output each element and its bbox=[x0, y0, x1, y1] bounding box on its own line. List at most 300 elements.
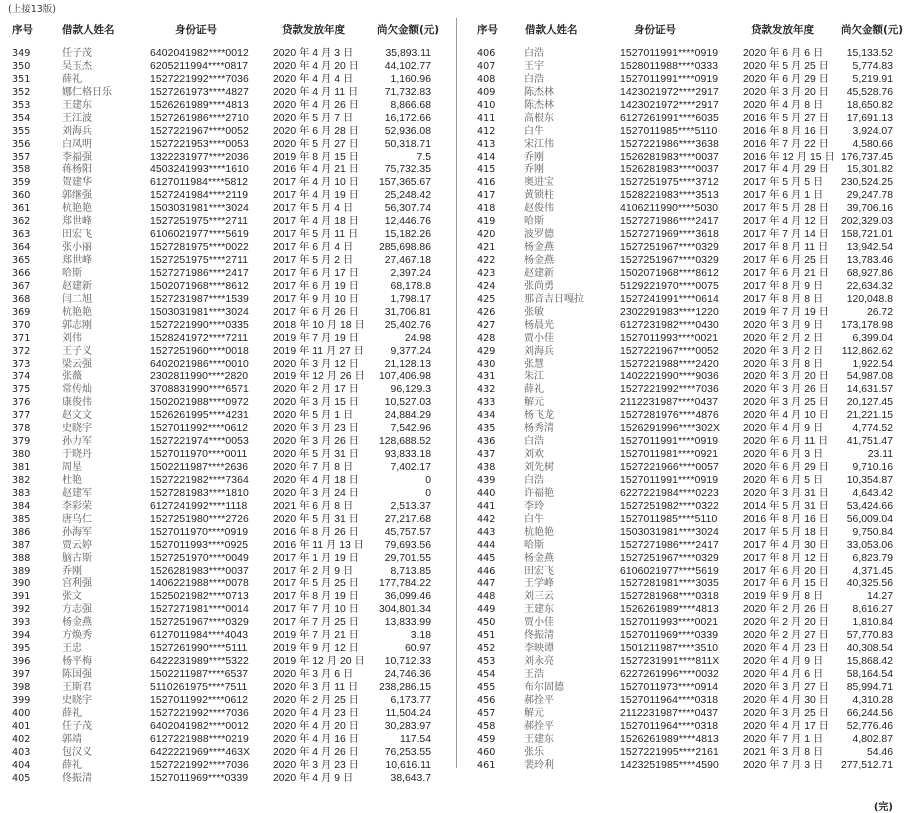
cell-name: 乔刚 bbox=[524, 151, 544, 163]
cell-amount: 15,133.52 bbox=[846, 48, 893, 59]
cell-date: 2017 年 4 月 12 日 bbox=[743, 216, 830, 228]
cell-id: 1527011969****0339 bbox=[150, 772, 249, 784]
cell-date: 2019 年 7 月 21 日 bbox=[273, 630, 360, 642]
cell-no: 357 bbox=[12, 151, 31, 163]
cell-id: 1527221953****0053 bbox=[150, 138, 249, 150]
table-row bbox=[458, 721, 919, 734]
cell-no: 375 bbox=[12, 384, 31, 396]
cell-name: 杨金燕 bbox=[524, 242, 554, 254]
cell-amount: 3,924.07 bbox=[852, 125, 893, 137]
cell-amount: 9,377.24 bbox=[390, 345, 431, 357]
cell-date: 2017 年 6 月 26 日 bbox=[273, 306, 360, 318]
cell-amount: 7.5 bbox=[416, 151, 431, 163]
cell-date: 2017 年 6 月 15 日 bbox=[743, 578, 830, 590]
cell-date: 2019 年 12 月 26 日 bbox=[273, 371, 365, 383]
cell-name: 佟振清 bbox=[524, 630, 554, 642]
table-row bbox=[458, 203, 919, 216]
cell-date: 2020 年 4 月 11 日 bbox=[273, 86, 359, 98]
cell-id: 6106021977****5619 bbox=[150, 229, 249, 241]
cell-no: 376 bbox=[12, 397, 31, 409]
cell-name: 李福强 bbox=[62, 151, 92, 163]
header-amount: 尚欠金额(元) bbox=[841, 24, 904, 36]
cell-no: 444 bbox=[477, 539, 496, 551]
cell-name: 张乐 bbox=[524, 746, 544, 758]
cell-id: 1527011985****5110 bbox=[620, 125, 718, 137]
table-row bbox=[458, 708, 919, 721]
cell-id: 1527011991****0919 bbox=[620, 436, 719, 448]
cell-id: 1527271969****3618 bbox=[620, 229, 719, 241]
table-row bbox=[458, 177, 919, 190]
table-row bbox=[0, 747, 455, 760]
cell-no: 424 bbox=[477, 280, 496, 292]
cell-no: 419 bbox=[477, 216, 496, 228]
cell-no: 439 bbox=[477, 474, 496, 486]
cell-id: 6422231989****5322 bbox=[150, 656, 249, 668]
cell-no: 401 bbox=[12, 720, 31, 732]
cell-name: 刘欢 bbox=[524, 449, 544, 461]
table-row bbox=[0, 113, 455, 126]
cell-name: 李映谭 bbox=[524, 643, 554, 655]
cell-no: 410 bbox=[477, 99, 496, 111]
cell-id: 1527011964****0318 bbox=[620, 694, 719, 706]
cell-amount: 68,927.86 bbox=[846, 267, 893, 279]
cell-name: 张慧 bbox=[524, 358, 544, 370]
cell-name: 任子茂 bbox=[62, 720, 92, 732]
cell-no: 392 bbox=[12, 604, 31, 616]
cell-no: 379 bbox=[12, 436, 31, 448]
cell-date: 2017 年 4 月 10 日 bbox=[273, 177, 360, 189]
cell-date: 2020 年 5 月 7 日 bbox=[273, 112, 354, 124]
cell-date: 2020 年 3 月 8 日 bbox=[743, 358, 824, 370]
cell-date: 2020 年 5 月 27 日 bbox=[273, 138, 360, 150]
cell-date: 2017 年 7 月 25 日 bbox=[273, 617, 360, 629]
table-row bbox=[0, 682, 455, 695]
cell-name: 解元 bbox=[524, 397, 544, 409]
cell-name: 闫二旭 bbox=[62, 293, 92, 305]
cell-name: 王忠 bbox=[62, 643, 82, 655]
cell-id: 6127261991****6035 bbox=[620, 112, 719, 124]
cell-name: 刘海兵 bbox=[62, 125, 92, 137]
cell-id: 1525021982****0713 bbox=[150, 591, 249, 603]
cell-id: 1528241972****7211 bbox=[150, 332, 249, 344]
cell-no: 433 bbox=[477, 397, 496, 409]
cell-no: 437 bbox=[477, 449, 496, 461]
table-row bbox=[458, 617, 919, 630]
cell-date: 2020 年 7 月 8 日 bbox=[273, 462, 354, 473]
cell-amount: 54.46 bbox=[866, 746, 893, 758]
cell-name: 佟振清 bbox=[62, 772, 92, 784]
table-row bbox=[458, 113, 919, 126]
cell-name: 贾云婷 bbox=[62, 539, 92, 551]
cell-amount: 1,798.17 bbox=[390, 293, 431, 305]
cell-id: 1501211987****3510 bbox=[620, 643, 719, 655]
cell-no: 371 bbox=[12, 332, 31, 344]
table-row bbox=[0, 553, 455, 566]
cell-no: 390 bbox=[12, 578, 31, 590]
cell-no: 378 bbox=[12, 423, 31, 435]
cell-id: 6127011984****4043 bbox=[150, 630, 249, 642]
cell-name: 薛礼 bbox=[524, 384, 544, 396]
cell-id: 1526261989****4813 bbox=[620, 604, 719, 616]
cell-no: 431 bbox=[477, 371, 496, 383]
cell-amount: 21,221.15 bbox=[846, 410, 893, 422]
cell-date: 2020 年 3 月 24 日 bbox=[273, 487, 360, 499]
cell-no: 427 bbox=[477, 319, 496, 331]
cell-date: 2016 年 8 月 16 日 bbox=[743, 513, 830, 525]
cell-no: 415 bbox=[477, 164, 496, 176]
cell-date: 2017 年 6 月 19 日 bbox=[273, 280, 360, 292]
cell-no: 414 bbox=[477, 151, 496, 163]
cell-name: 任子茂 bbox=[62, 48, 92, 59]
cell-no: 372 bbox=[12, 345, 31, 357]
cell-name: 那音吉日嘎拉 bbox=[524, 293, 584, 305]
cell-id: 1527011973****0914 bbox=[620, 681, 719, 693]
cell-no: 429 bbox=[477, 345, 496, 357]
cell-amount: 10,354.87 bbox=[846, 474, 893, 486]
table-row bbox=[458, 87, 919, 100]
cell-no: 454 bbox=[477, 669, 496, 680]
cell-amount: 238,286.15 bbox=[378, 681, 431, 693]
cell-amount: 25,402.76 bbox=[384, 319, 431, 331]
cell-date: 2020 年 6 月 3 日 bbox=[743, 449, 824, 461]
cell-date: 2017 年 5 月 18 日 bbox=[743, 526, 830, 538]
cell-no: 377 bbox=[12, 410, 31, 422]
cell-id: 1527281968****0318 bbox=[620, 591, 719, 603]
cell-id: 1527251980****2726 bbox=[150, 513, 249, 525]
table-row bbox=[0, 346, 455, 359]
cell-no: 404 bbox=[12, 759, 31, 771]
table-row bbox=[0, 475, 455, 488]
cell-name: 哈斯 bbox=[524, 216, 544, 228]
cell-name: 奥进宝 bbox=[524, 177, 554, 189]
cell-id: 6422221969****463X bbox=[150, 746, 251, 758]
cell-no: 457 bbox=[477, 707, 496, 719]
cell-id: 1527241984****2119 bbox=[150, 190, 249, 202]
cell-id: 6127011984****5812 bbox=[150, 177, 249, 189]
cell-date: 2020 年 6 月 28 日 bbox=[273, 125, 360, 137]
cell-date: 2017 年 4 月 19 日 bbox=[273, 190, 360, 202]
cell-id: 2112231987****0437 bbox=[620, 707, 719, 719]
cell-amount: 4,580.66 bbox=[852, 138, 893, 150]
cell-id: 1502071968****8612 bbox=[150, 280, 249, 292]
cell-no: 374 bbox=[12, 371, 31, 383]
cell-name: 郝拴平 bbox=[524, 720, 554, 732]
table-row bbox=[458, 527, 919, 540]
table-row bbox=[458, 255, 919, 268]
cell-date: 2020 年 4 月 10 日 bbox=[743, 410, 830, 422]
cell-no: 393 bbox=[12, 617, 31, 629]
cell-amount: 13,833.99 bbox=[384, 617, 431, 629]
cell-amount: 230,524.25 bbox=[840, 177, 893, 189]
cell-id: 1526261989****4813 bbox=[150, 99, 249, 111]
cell-name: 李玲 bbox=[524, 500, 544, 512]
continuation-note: (上接13版) bbox=[8, 4, 57, 15]
cell-amount: 20,127.45 bbox=[846, 397, 893, 409]
cell-id: 1423251985****4590 bbox=[620, 759, 719, 771]
cell-amount: 35,893.11 bbox=[385, 48, 431, 59]
cell-date: 2020 年 4 月 4 日 bbox=[273, 73, 354, 85]
cell-id: 1527011993****0021 bbox=[620, 332, 719, 344]
table-row bbox=[458, 630, 919, 643]
cell-date: 2016 年 5 月 27 日 bbox=[743, 112, 830, 124]
table-row bbox=[0, 643, 455, 656]
cell-no: 361 bbox=[12, 203, 31, 215]
cell-amount: 128,688.52 bbox=[378, 436, 431, 448]
cell-date: 2017 年 5 月 25 日 bbox=[273, 578, 360, 590]
cell-date: 2021 年 6 月 8 日 bbox=[273, 500, 354, 512]
cell-date: 2020 年 6 月 5 日 bbox=[743, 474, 824, 486]
cell-amount: 45,528.76 bbox=[846, 86, 893, 98]
cell-no: 369 bbox=[12, 306, 31, 318]
cell-date: 2020 年 3 月 25 日 bbox=[743, 707, 830, 719]
cell-no: 398 bbox=[12, 681, 31, 693]
cell-date: 2020 年 3 月 25 日 bbox=[743, 397, 830, 409]
cell-name: 波罗德 bbox=[524, 229, 554, 241]
column-divider bbox=[456, 18, 457, 768]
cell-date: 2020 年 4 月 26 日 bbox=[273, 746, 360, 758]
cell-amount: 15,182.26 bbox=[384, 229, 431, 241]
table-row bbox=[0, 760, 455, 773]
cell-amount: 50,318.71 bbox=[384, 138, 431, 150]
table-row bbox=[0, 604, 455, 617]
cell-no: 396 bbox=[12, 656, 31, 668]
cell-no: 411 bbox=[477, 112, 496, 124]
cell-name: 史晓宇 bbox=[62, 694, 92, 706]
cell-no: 456 bbox=[477, 694, 496, 706]
table-row bbox=[0, 527, 455, 540]
cell-name: 王江波 bbox=[62, 112, 92, 124]
cell-date: 2020 年 6 月 29 日 bbox=[743, 73, 830, 85]
cell-date: 2020 年 5 月 25 日 bbox=[743, 60, 830, 72]
cell-id: 1527251960****0018 bbox=[150, 345, 249, 357]
cell-date: 2017 年 8 月 11 日 bbox=[743, 242, 829, 254]
cell-id: 1527251967****0329 bbox=[620, 242, 719, 254]
cell-name: 布尔固德 bbox=[524, 681, 564, 693]
cell-no: 362 bbox=[12, 216, 31, 228]
cell-date: 2016 年 8 月 26 日 bbox=[273, 526, 360, 538]
cell-amount: 5,219.91 bbox=[852, 73, 893, 85]
cell-amount: 8,866.68 bbox=[390, 99, 431, 111]
table-row bbox=[458, 734, 919, 747]
cell-amount: 52,936.08 bbox=[384, 125, 431, 137]
table-row bbox=[458, 164, 919, 177]
cell-name: 刘伟 bbox=[62, 332, 82, 344]
cell-no: 373 bbox=[12, 358, 31, 370]
table-row bbox=[458, 242, 919, 255]
header-date: 贷款发放年度 bbox=[282, 24, 345, 36]
cell-id: 1527221992****7036 bbox=[620, 384, 719, 396]
cell-no: 349 bbox=[12, 48, 31, 59]
cell-amount: 8,616.27 bbox=[852, 604, 893, 616]
cell-no: 434 bbox=[477, 410, 496, 422]
cell-date: 2020 年 3 月 26 日 bbox=[743, 384, 830, 396]
table-row bbox=[0, 177, 455, 190]
cell-name: 田宏飞 bbox=[62, 229, 92, 241]
cell-no: 438 bbox=[477, 462, 496, 473]
cell-name: 吴玉杰 bbox=[62, 60, 92, 72]
table-row bbox=[458, 281, 919, 294]
table-row bbox=[458, 488, 919, 501]
table-row bbox=[0, 630, 455, 643]
cell-amount: 8,713.85 bbox=[390, 565, 431, 577]
cell-no: 405 bbox=[12, 772, 31, 784]
cell-amount: 18,650.82 bbox=[846, 99, 893, 111]
table-row bbox=[458, 514, 919, 527]
cell-date: 2019 年 9 月 12 日 bbox=[273, 643, 360, 655]
cell-no: 446 bbox=[477, 565, 496, 577]
cell-amount: 13,942.54 bbox=[846, 242, 893, 254]
cell-id: 1527221988****2420 bbox=[620, 358, 719, 370]
cell-date: 2017 年 5 月 11 日 bbox=[273, 229, 359, 241]
cell-name: 蒋杨阳 bbox=[62, 164, 92, 176]
table-row bbox=[458, 152, 919, 165]
cell-amount: 23.11 bbox=[867, 449, 893, 461]
cell-id: 1402221990****9036 bbox=[620, 371, 719, 383]
cell-date: 2020 年 4 月 9 日 bbox=[273, 772, 354, 784]
cell-no: 364 bbox=[12, 242, 31, 254]
cell-date: 2020 年 4 月 26 日 bbox=[273, 99, 360, 111]
cell-no: 395 bbox=[12, 643, 31, 655]
cell-id: 1527261986****2710 bbox=[150, 112, 249, 124]
cell-id: 1528221983****3513 bbox=[620, 190, 719, 202]
cell-amount: 14,631.57 bbox=[846, 384, 893, 396]
table-row bbox=[0, 87, 455, 100]
cell-amount: 40,308.54 bbox=[846, 643, 893, 655]
cell-date: 2019 年 7 月 19 日 bbox=[743, 306, 830, 318]
cell-no: 450 bbox=[477, 617, 496, 629]
cell-date: 2017 年 8 月 9 日 bbox=[743, 280, 824, 292]
cell-date: 2017 年 7 月 14 日 bbox=[743, 229, 830, 241]
cell-amount: 7,402.17 bbox=[390, 462, 431, 473]
table-row bbox=[0, 669, 455, 682]
cell-id: 1527011969****0339 bbox=[620, 630, 719, 642]
cell-no: 442 bbox=[477, 513, 496, 525]
cell-no: 409 bbox=[477, 86, 496, 98]
cell-date: 2019 年 11 月 27 日 bbox=[273, 345, 365, 357]
table-header bbox=[0, 18, 455, 40]
cell-amount: 6,173.77 bbox=[390, 694, 431, 706]
cell-amount: 112,862.62 bbox=[841, 345, 893, 357]
cell-no: 435 bbox=[477, 423, 496, 435]
cell-no: 384 bbox=[12, 500, 31, 512]
table-row bbox=[0, 216, 455, 229]
table-row bbox=[458, 566, 919, 579]
cell-name: 杨秀清 bbox=[524, 423, 554, 435]
cell-amount: 10,712.33 bbox=[384, 656, 431, 668]
table-row bbox=[0, 695, 455, 708]
cell-date: 2016 年 12 月 15 日 bbox=[743, 151, 835, 163]
cell-no: 458 bbox=[477, 720, 496, 732]
table-row bbox=[0, 100, 455, 113]
table-body bbox=[0, 48, 455, 785]
cell-id: 1527221967****0052 bbox=[150, 125, 249, 137]
cell-date: 2017 年 8 月 12 日 bbox=[743, 552, 830, 564]
cell-amount: 173,178.98 bbox=[840, 319, 893, 331]
cell-amount: 1,922.54 bbox=[852, 358, 893, 370]
cell-date: 2020 年 4 月 18 日 bbox=[273, 474, 360, 486]
table-row bbox=[0, 333, 455, 346]
table-block-right bbox=[458, 18, 919, 813]
cell-amount: 21,128.13 bbox=[384, 358, 431, 370]
cell-name: 白凤明 bbox=[62, 138, 92, 150]
table-row bbox=[458, 449, 919, 462]
cell-date: 2020 年 3 月 23 日 bbox=[273, 423, 360, 435]
cell-no: 428 bbox=[477, 332, 496, 344]
table-row bbox=[458, 604, 919, 617]
cell-no: 367 bbox=[12, 280, 31, 292]
cell-id: 1423021972****2917 bbox=[620, 86, 719, 98]
cell-date: 2014 年 5 月 31 日 bbox=[743, 500, 830, 512]
cell-no: 368 bbox=[12, 293, 31, 305]
cell-no: 459 bbox=[477, 733, 496, 745]
cell-date: 2020 年 4 月 20 日 bbox=[273, 720, 360, 732]
cell-amount: 38,643.7 bbox=[390, 772, 431, 784]
cell-amount: 85,994.71 bbox=[846, 681, 893, 693]
cell-amount: 14.27 bbox=[866, 591, 893, 603]
cell-amount: 58,164.54 bbox=[846, 669, 893, 680]
cell-name: 朱江 bbox=[524, 371, 544, 383]
cell-name: 杨晨光 bbox=[524, 319, 554, 331]
end-note: (完) bbox=[873, 802, 893, 813]
cell-id: 1527221967****0052 bbox=[620, 345, 719, 357]
cell-no: 352 bbox=[12, 86, 31, 98]
cell-id: 1527011981****0921 bbox=[620, 449, 719, 461]
table-row bbox=[458, 48, 919, 61]
table-row bbox=[458, 540, 919, 553]
header-id: 身份证号 bbox=[175, 24, 217, 36]
cell-amount: 40,325.56 bbox=[846, 578, 893, 590]
cell-no: 455 bbox=[477, 681, 496, 693]
cell-id: 1527251970****0049 bbox=[150, 552, 249, 564]
cell-amount: 93,833.18 bbox=[384, 449, 431, 461]
table-row bbox=[458, 216, 919, 229]
table-row bbox=[0, 294, 455, 307]
cell-name: 白牛 bbox=[524, 125, 544, 137]
table-row bbox=[458, 371, 919, 384]
cell-no: 421 bbox=[477, 242, 496, 254]
cell-amount: 30,283.97 bbox=[384, 720, 431, 732]
cell-no: 426 bbox=[477, 306, 496, 318]
cell-date: 2020 年 4 月 23 日 bbox=[273, 707, 360, 719]
cell-date: 2019 年 12 月 20 日 bbox=[273, 656, 365, 668]
table-row bbox=[458, 591, 919, 604]
cell-name: 白浩 bbox=[524, 73, 544, 85]
cell-name: 贺建华 bbox=[62, 177, 92, 189]
cell-name: 史晓宇 bbox=[62, 423, 92, 435]
cell-id: 1526261989****4813 bbox=[620, 733, 719, 745]
cell-id: 1527221995****2161 bbox=[620, 746, 719, 758]
cell-date: 2019 年 8 月 15 日 bbox=[273, 151, 360, 163]
table-row bbox=[458, 747, 919, 760]
cell-no: 355 bbox=[12, 125, 31, 137]
cell-name: 刘永亮 bbox=[524, 656, 554, 668]
cell-name: 脑古斯 bbox=[62, 552, 92, 564]
cell-no: 447 bbox=[477, 578, 496, 590]
cell-name: 于晓丹 bbox=[62, 449, 92, 461]
cell-no: 408 bbox=[477, 73, 496, 85]
cell-no: 386 bbox=[12, 526, 31, 538]
table-row bbox=[0, 307, 455, 320]
cell-name: 周星 bbox=[62, 462, 82, 473]
cell-no: 423 bbox=[477, 267, 496, 279]
cell-id: 1502211987****6537 bbox=[150, 669, 249, 680]
cell-no: 402 bbox=[12, 733, 31, 745]
table-row bbox=[0, 320, 455, 333]
cell-amount: 24,884.29 bbox=[384, 410, 431, 422]
cell-date: 2017 年 5 月 2 日 bbox=[273, 255, 354, 266]
cell-name: 方志强 bbox=[62, 604, 92, 616]
cell-amount: 41,751.47 bbox=[846, 436, 893, 448]
